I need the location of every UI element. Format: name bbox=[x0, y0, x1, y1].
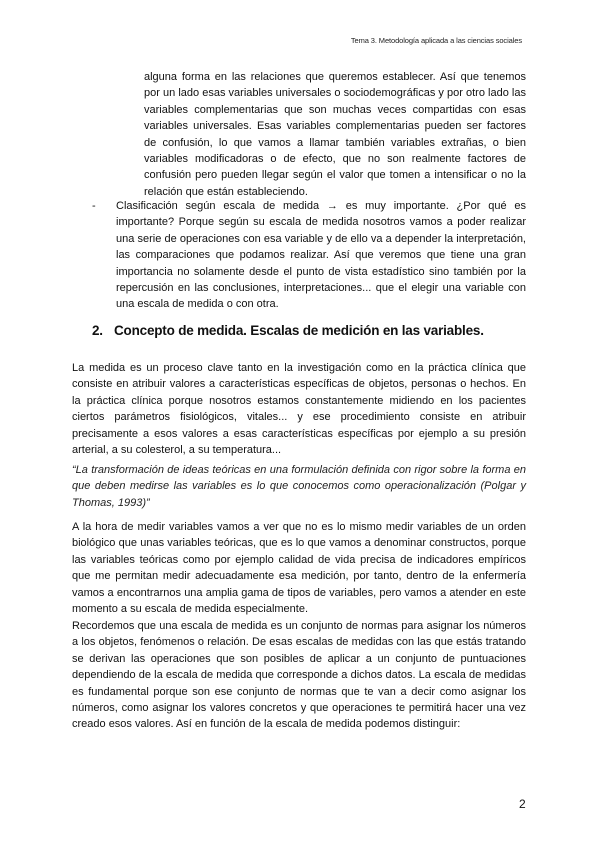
bullet-marker: - bbox=[92, 200, 96, 212]
paragraph-measuring-variables: A la hora de medir variables vamos a ver que no es lo mismo medir variables de un orden biológico que unas variables teóricas, que es lo que vamos a denominar constructos, porque las variables teóricas como por ejemplo calidad de vida precisa de indicadores empíricos que me permitan medir adecuadamente esa medición, por tanto, dentro de la enfermería vamos a encontrarnos una amplia gama de tipos de variables, pero vamos a atender en este momento a su escala de medida especialmente. bbox=[72, 521, 526, 616]
bullet-text: Clasificación según escala de medida → es muy importante. ¿Por qué es importante? Porque según su escala de medida nosotros vamos a poder realizar una serie de operaciones con esa variable y de ello va a depender la interpretación, las comparaciones que podamos realizar. Así que veremos que tiene una gran importancia no solamente desde el punto de vista estadístico sino también por la repercusión en las conclusiones, interpretaciones... que el elegir una variable con una escala de medida o con otra. bbox=[116, 200, 526, 311]
page-number: 2 bbox=[519, 797, 526, 811]
section-heading bbox=[92, 323, 532, 338]
running-header: Tema 3. Metodología aplicada a las ciencias sociales bbox=[350, 36, 522, 45]
paragraph-measurement-scale: Recordemos que una escala de medida es un conjunto de normas para asignar los números a los objetos, fenómenos o relación. De esas escalas de medidas con las que estás tratando se derivan las operaciones que son posibles de aplicar a un conjunto de puntuaciones dependiendo de la escala de medida que corresponde a dichos datos. La escala de medidas es fundamental porque son ese conjunto de normas que te van a decir como asignar los números, como asignar los valores concretos y que operaciones te permitirá hacer una vez creado esos valores. Así en función de la escala de medida podemos distinguir: bbox=[72, 620, 526, 731]
indented-paragraph: alguna forma en las relaciones que queremos establecer. Así que tenemos por un lado esas variables universales o sociodemográficas y por otro lado las variables complementarias que son muchas veces compartidas con esas variables universales. Esas variables complementarias pueden ser factores de confusión, lo que vamos a llamar también variables extrañas, o bien variables modificadoras o de efecto, que no son realmente factores de confusión pero pueden llegar según el valor que tomen a intensificar o no la relación que están estableciendo. bbox=[144, 71, 526, 198]
quote-operationalization: “La transformación de ideas teóricas en una formulación definida con rigor sobre la forma en que deben medirse las variables es lo que conocemos como operacionalización (Polgar y Thomas, 1993)” bbox=[72, 464, 526, 509]
section-number: 2. bbox=[92, 323, 103, 338]
paragraph-measure-definition: La medida es un proceso clave tanto en la investigación como en la práctica clínica que consiste en atribuir valores a características específicas de objetos, personas o hechos. En la práctica clínica porque nosotros estamos constantemente midiendo en los pacientes ciertos parámetros fisiológicos, vitales... y ese procedimiento consiste en atribuir precisamente a esos valores a esas características específicas por ejemplo a su presión arterial, a su colesterol, a su temperatura... bbox=[72, 362, 526, 457]
section-title: Concepto de medida. Escalas de medición en las variables. bbox=[114, 323, 484, 338]
